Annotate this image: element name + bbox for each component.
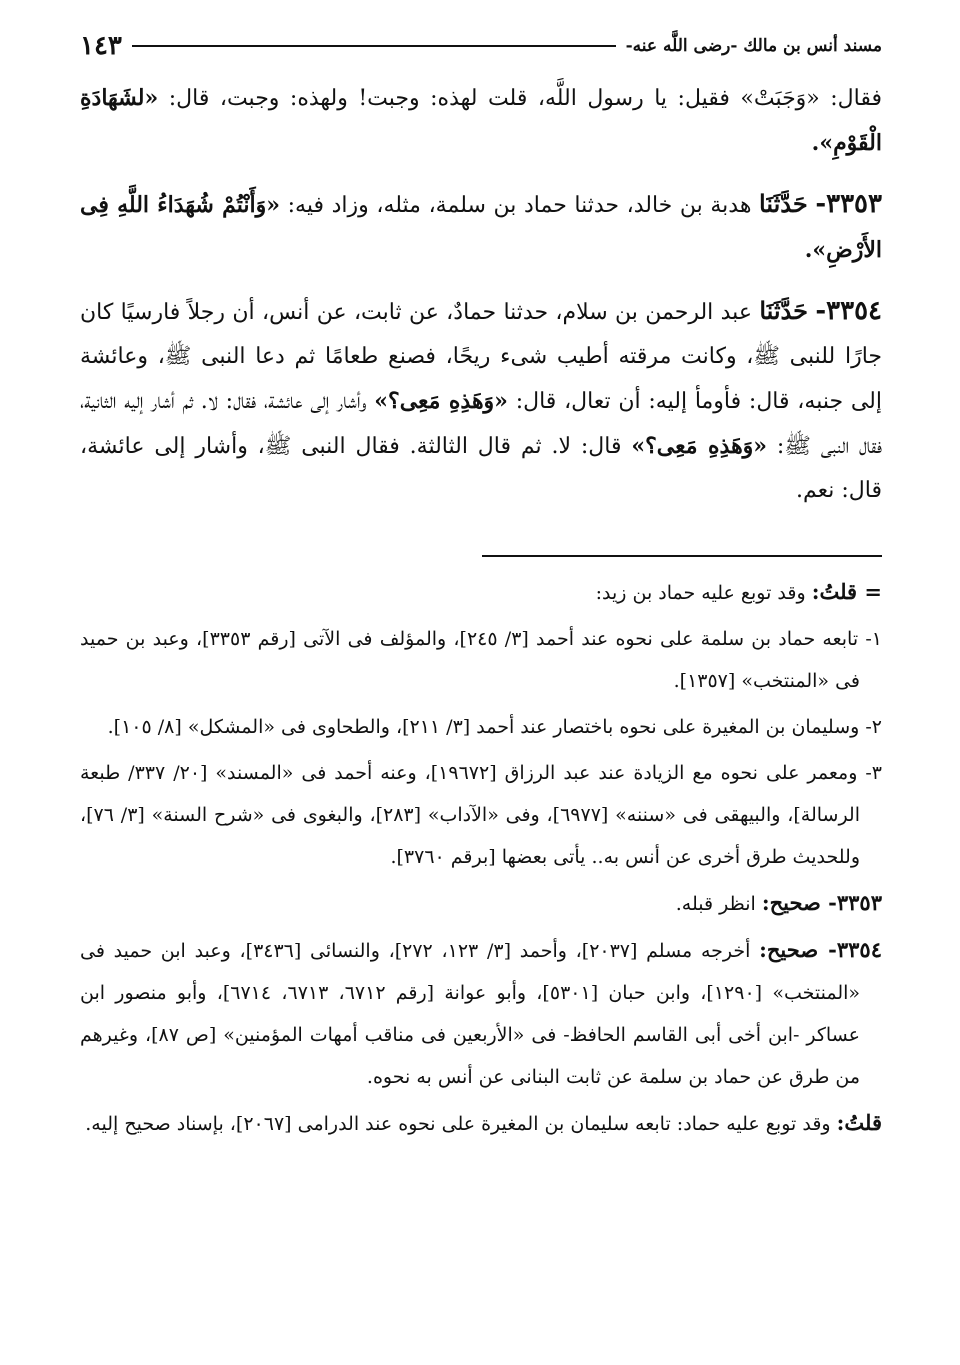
page-number: ١٤٣ <box>80 31 122 61</box>
note-item-1: ١- تابعه حماد بن سلمة على نحوه عند أحمد [٣/ ٢٤٥]، والمؤلف فى الآتى [رقم ٣٣٥٣]، وعبد بن حميد فى «المنتخب» [١٣٥٧]. <box>80 628 882 692</box>
note-label: ٣٣٥٤- صحيح: <box>759 937 882 962</box>
paragraph-continuation <box>80 76 882 166</box>
note-label: = قلتُ: <box>811 579 882 604</box>
paragraph-text: فقال: «وَجَبَتْ» فقيل: يا رسول اللَّه، قلت لهذه: وجبت! ولهذه: وجبت، قال: <box>168 86 882 111</box>
narration-keyword: حَدَّثَنَا <box>759 296 808 325</box>
note-final <box>80 1102 882 1145</box>
note-item-3: ٣- ومعمر على نحوه مع الزيادة عند عبد الرزاق [١٩٦٧٢]، وعنه أحمد فى «المسند» [٢٠/ ٣٣٧/ طبعة الرسالة]، والبيهقى فى «سننه» [٦٩٧٧]، وفى «الآداب» [٢٨٣]، والبغوى فى «شرح السنة» [٣/ ٧٦]، وللحديث طرق أخرى عن أنس به.. يأتى بعضها [برقم ٣٧٦٠]. <box>80 762 882 868</box>
hadith-text: قال: لا. ثم قال الثالثة. فقال النبى ﷺ، وأشار إلى عائشة، قال: نعم. <box>80 434 882 503</box>
narration-keyword: حَدَّثَنَا <box>759 189 808 218</box>
hadith-quote: «وَهَذِهِ مَعِى؟» <box>631 433 768 459</box>
hadith-quote: «لشَهَادَةِ الْقَوْمِ». <box>80 85 882 156</box>
hadith-text: وأشار إلى عائشة، فقال: لا. ثم أشار إليه الثانية، فقال النبى ﷺ: <box>80 389 882 459</box>
hadith-text: هدبة بن خالد، حدثنا حماد بن سلمة، مثله، وزاد فيه: <box>287 193 752 218</box>
running-header <box>80 24 882 68</box>
footnote-separator <box>482 555 882 557</box>
note-intro <box>80 571 882 614</box>
note-3353 <box>80 882 882 925</box>
note-3354 <box>80 929 882 1098</box>
hadith-3354 <box>80 289 882 513</box>
note-item-2: ٢- وسليمان بن المغيرة على نحوه باختصار عند أحمد [٣/ ٢١١]، والطحاوى فى «المشكل» [٨/ ١٠٥]. <box>107 716 882 738</box>
header-rule <box>132 45 616 47</box>
note-label: قلتُ: <box>836 1110 882 1135</box>
running-title: مسند أنس بن مالك -رضى اللَّه عنه- <box>625 36 882 56</box>
main-text <box>80 76 882 513</box>
hadith-text: عبد الرحمن بن سلام، حدثنا حمادٌ، عن ثابت، عن أنس، أن رجلاً فارسيًا كان جارًا للنبى ﷺ، وكانت مرقته أطيب شىء ريحًا، فصنع طعامًا ثم دعا النبى ﷺ، وعائشة إلى جنبه، قال: فأومأ إليه: أن تعال، قال: <box>80 300 882 414</box>
note-text: وقد توبع عليه حماد: تابعه سليمان بن المغيرة على نحوه عند الدرامى [٢٠٦٧]، بإسناد صحيح إليه. <box>85 1113 831 1135</box>
note-text: وقد توبع عليه حماد بن زيد: <box>595 582 806 604</box>
hadith-quote: «وَهَذِهِ مَعِى؟» <box>374 388 508 414</box>
hadith-3353 <box>80 182 882 273</box>
note-text: أخرجه مسلم [٢٠٣٧]، وأحمد [٣/ ١٢٣، ٢٧٢]، والنسائى [٣٤٣٦]، وعبد ابن حميد فى «المنتخب» [١٢٩٠]، وابن حبان [٥٣٠١]، وأبو عوانة [رقم ٦٧١٢، ٦٧١٣، ٦٧١٤]، وأبو منصور ابن عساكر -ابن أخى أبى القاسم الحافظ- فى «الأربعين فى مناقب أمهات المؤمنين» [ص ٨٧]، وغيرهم من طرق عن حماد بن سلمة عن ثابت البنانى عن أنس به نحوه. <box>80 940 861 1088</box>
note-text: انظر قبله. <box>675 893 756 915</box>
note-label: ٣٣٥٣- صحيح: <box>761 890 882 915</box>
footnotes <box>80 571 882 1145</box>
hadith-quote: «وَأَنْتُمْ شُهَدَاءُ اللَّهِ فِى الأَرْضِ». <box>80 192 882 263</box>
hadith-number: ٣٣٥٤- <box>815 296 882 326</box>
hadith-number: ٣٣٥٣- <box>815 189 882 219</box>
